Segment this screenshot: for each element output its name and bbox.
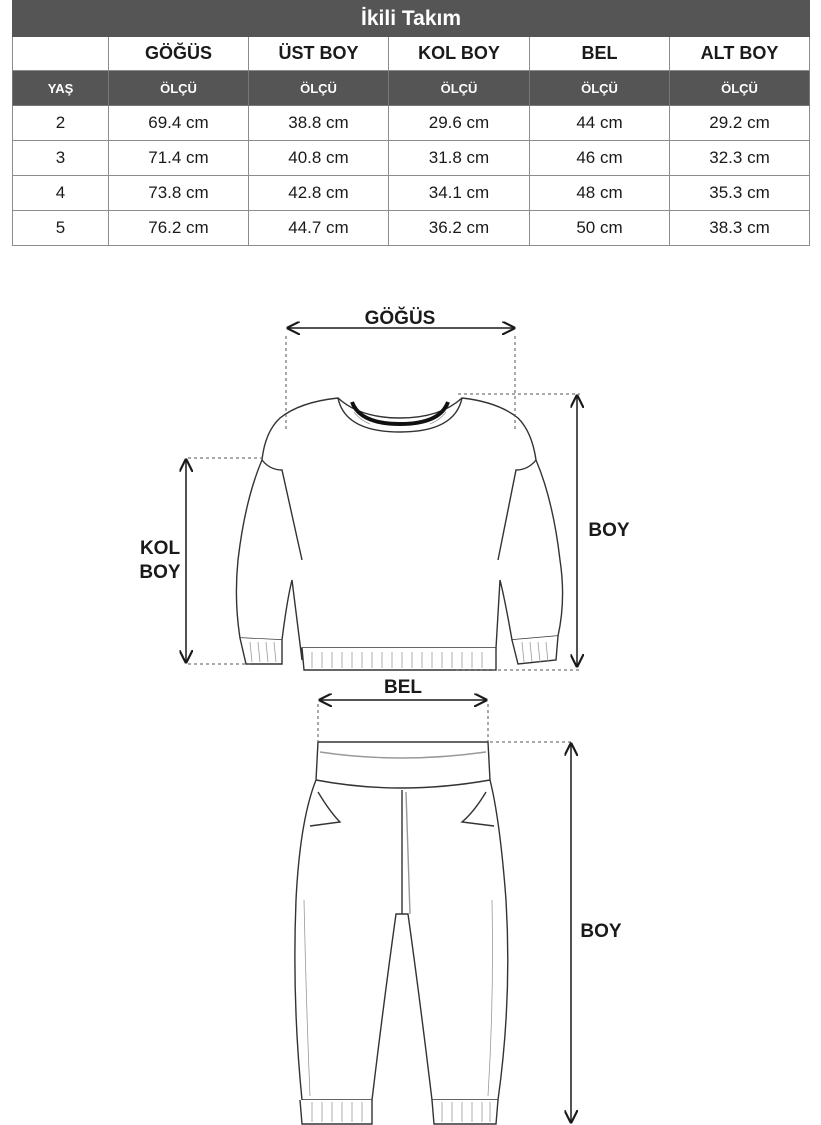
table-cell: 44 cm (530, 106, 670, 141)
subheader-cell: ÖLÇÜ (249, 71, 389, 106)
table-cell: 71.4 cm (109, 141, 249, 176)
column-header (13, 37, 109, 71)
subheader-cell: ÖLÇÜ (109, 71, 249, 106)
pants-drawing (295, 742, 508, 1124)
column-header: ALT BOY (670, 37, 810, 71)
table-row (13, 141, 810, 176)
table-cell: 69.4 cm (109, 106, 249, 141)
subheader-cell: ÖLÇÜ (530, 71, 670, 106)
table-cell: 46 cm (530, 141, 670, 176)
table-cell: 38.3 cm (670, 211, 810, 246)
table-cell: 31.8 cm (389, 141, 530, 176)
table-cell: 73.8 cm (109, 176, 249, 211)
column-header: ÜST BOY (249, 37, 389, 71)
table-row (13, 106, 810, 141)
table-cell: 29.6 cm (389, 106, 530, 141)
age-cell: 5 (13, 211, 109, 246)
size-chart-table (12, 0, 810, 246)
sleeve-label-line1: KOL (139, 538, 181, 559)
subheader-cell: ÖLÇÜ (389, 71, 530, 106)
chest-label: GÖĞÜS (364, 308, 436, 329)
bottom-length-label: BOY (580, 921, 622, 942)
table-cell: 35.3 cm (670, 176, 810, 211)
table-title: İkili Takım (13, 1, 810, 37)
column-header: KOL BOY (389, 37, 530, 71)
table-row (13, 211, 810, 246)
table-cell: 44.7 cm (249, 211, 389, 246)
age-cell: 3 (13, 141, 109, 176)
table-cell: 29.2 cm (670, 106, 810, 141)
sweatshirt-drawing (236, 398, 562, 670)
table-cell: 40.8 cm (249, 141, 389, 176)
column-header: BEL (530, 37, 670, 71)
age-cell: 2 (13, 106, 109, 141)
garment-measurement-diagram (0, 260, 821, 1125)
column-header: GÖĞÜS (109, 37, 249, 71)
age-cell: 4 (13, 176, 109, 211)
top-length-label: BOY (588, 520, 630, 541)
table-cell: 36.2 cm (389, 211, 530, 246)
waist-label: BEL (384, 677, 422, 698)
table-cell: 50 cm (530, 211, 670, 246)
table-cell: 32.3 cm (670, 141, 810, 176)
table-row (13, 176, 810, 211)
subheader-cell: ÖLÇÜ (670, 71, 810, 106)
table-cell: 34.1 cm (389, 176, 530, 211)
table-cell: 48 cm (530, 176, 670, 211)
table-cell: 38.8 cm (249, 106, 389, 141)
table-cell: 42.8 cm (249, 176, 389, 211)
table-cell: 76.2 cm (109, 211, 249, 246)
sleeve-label-line2: BOY (139, 562, 181, 583)
subheader-cell: YAŞ (13, 71, 109, 106)
